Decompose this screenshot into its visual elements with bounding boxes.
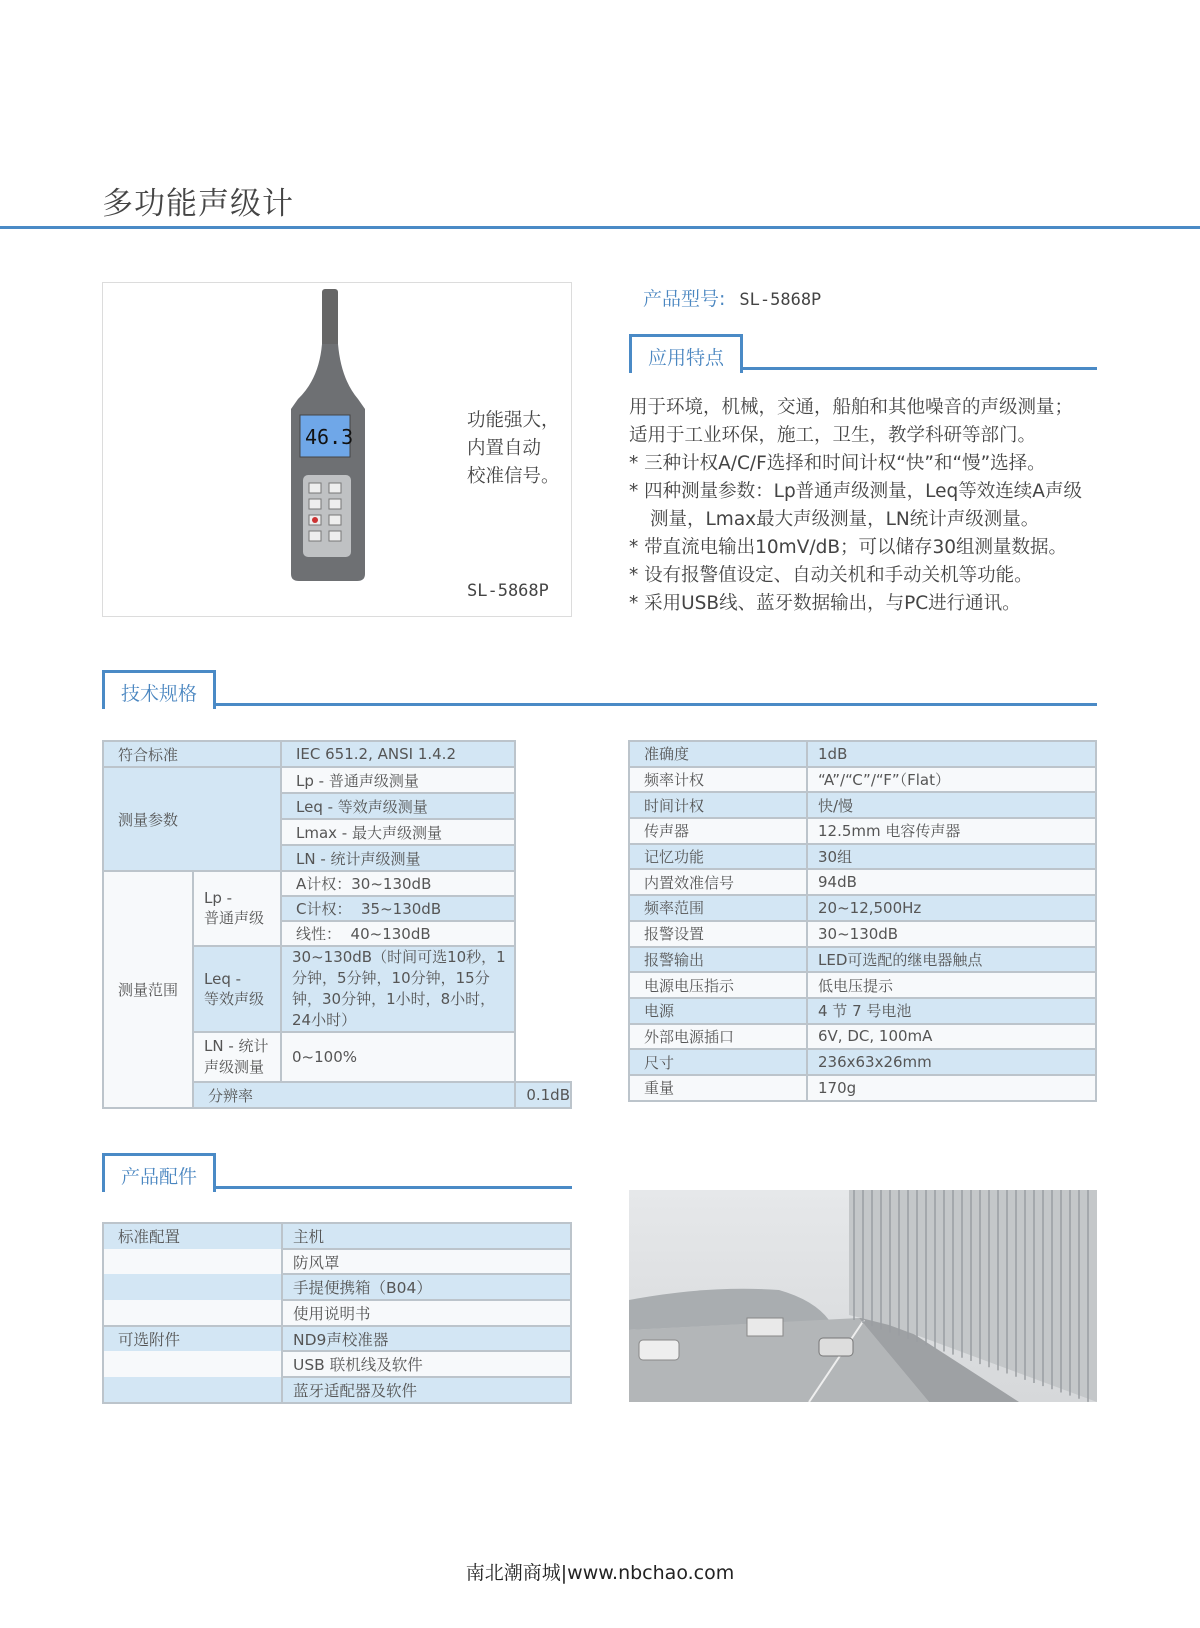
spec-value: IEC 651.2, ANSI 1.4.2 [281,741,515,767]
spec-sublabel: Leq - 等效声级 [193,946,281,1032]
spec-label: 电源电压指示 [629,972,807,998]
model-value: SL-5868P [739,290,822,310]
spec-label: 频率范围 [629,895,807,921]
features-heading: 应用特点 [629,334,743,373]
spec-value: 94dB [807,869,1096,895]
spec-label: 尺寸 [629,1049,807,1075]
spec-label: 测量范围 [103,871,193,1108]
spec-label: 传声器 [629,818,807,844]
feature-intro: 适用于工业环保，施工，卫生，教学科研等部门。 [629,425,1037,446]
model-label: 产品型号: [643,288,726,310]
spec-label: 记忆功能 [629,844,807,870]
spec-label: 重量 [629,1075,807,1101]
product-model [643,284,821,311]
accessory-category [103,1351,282,1377]
caption-line: 内置自动 [467,438,542,459]
spec-value: LN - 统计声级测量 [281,845,515,871]
spec-row [629,844,1096,870]
spec-value: 30~130dB（时间可选10秒，1分钟，5分钟，10分钟，15分钟，30分钟，1小时，8小时，24小时） [281,946,515,1032]
caption-line: 校准信号。 [467,466,560,487]
features-text [629,394,1109,618]
feature-intro: 用于环境，机械，交通，船舶和其他噪音的声级测量； [629,397,1074,418]
spec-label: 报警设置 [629,921,807,947]
image-model-label: SL-5868P [467,581,549,601]
specs-header [102,670,1097,706]
spec-label: 电源 [629,998,807,1024]
accessory-category [103,1249,282,1275]
product-image-box [102,282,572,617]
accessory-category [103,1377,282,1403]
accessory-item: 使用说明书 [282,1300,571,1326]
spec-label: 报警输出 [629,947,807,973]
specs-heading: 技术规格 [102,670,216,709]
spec-row [629,818,1096,844]
accessories-header [102,1153,572,1189]
specs-table-left [102,740,572,1109]
accessory-row [103,1274,571,1300]
spec-label: 符合标准 [103,741,281,767]
spec-row [629,947,1096,973]
spec-row [629,767,1096,793]
caption-line: 功能强大， [467,410,560,431]
feature-item: * 设有报警值设定、自动关机和手动关机等功能。 [629,565,1033,586]
spec-value: Lmax - 最大声级测量 [281,819,515,845]
spec-value: 1dB [807,741,1096,767]
accessory-item: ND9声校准器 [282,1326,571,1352]
spec-value: 30组 [807,844,1096,870]
spec-label: 内置效准信号 [629,869,807,895]
accessory-category [103,1300,282,1326]
specs-table-right [628,740,1097,1102]
accessory-row [103,1223,571,1249]
accessory-row [103,1351,571,1377]
spec-row [629,869,1096,895]
spec-sublabel: LN - 统计 声级测量 [193,1032,281,1082]
feature-item: * 三种计权A/C/F选择和时间计权“快”和“慢”选择。 [629,453,1046,474]
spec-label: 准确度 [629,741,807,767]
spec-sublabel: Lp - 普通声级 [193,871,281,946]
spec-value: 20~12,500Hz [807,895,1096,921]
spec-label: 分辨率 [193,1082,515,1108]
spec-row [629,972,1096,998]
spec-label: 测量参数 [103,767,281,871]
spec-value: 236x63x26mm [807,1049,1096,1075]
accessory-item: 手提便携箱（B04） [282,1274,571,1300]
page-title: 多功能声级计 [102,186,294,222]
spec-row [629,998,1096,1024]
spec-value: C计权： 35~130dB [281,896,515,921]
spec-value: 170g [807,1075,1096,1101]
accessory-category: 标准配置 [103,1223,282,1249]
spec-value: A计权：30~130dB [281,871,515,896]
accessory-row [103,1249,571,1275]
display-reading: 46.3 [305,425,354,449]
spec-row [629,792,1096,818]
spec-value: 12.5mm 电容传声器 [807,818,1096,844]
spec-label: 时间计权 [629,792,807,818]
spec-label: 频率计权 [629,767,807,793]
accessory-item: 蓝牙适配器及软件 [282,1377,571,1403]
spec-value: LED可选配的继电器触点 [807,947,1096,973]
accessory-row [103,1326,571,1352]
footer-site: 南北潮商城|www.nbchao.com [465,1562,735,1584]
spec-row [629,741,1096,767]
features-header [629,334,1097,370]
spec-row [629,1075,1096,1101]
spec-value: Leq - 等效声级测量 [281,793,515,819]
feature-item: * 采用USB线、蓝牙数据输出，与PC进行通讯。 [629,593,1021,614]
spec-value: “A”/“C”/“F”（Flat） [807,767,1096,793]
accessory-row [103,1377,571,1403]
title-divider [0,226,1200,229]
feature-item: * 带直流电输出10mV/dB；可以储存30组测量数据。 [629,537,1068,558]
highway-noise-barrier-photo [629,1190,1097,1402]
spec-value: 线性： 40~130dB [281,921,515,946]
sound-level-meter-image [283,289,383,589]
spec-value: 低电压提示 [807,972,1096,998]
accessory-category: 可选附件 [103,1326,282,1352]
spec-row [629,921,1096,947]
spec-value: 30~130dB [807,921,1096,947]
spec-row [629,895,1096,921]
accessories-heading: 产品配件 [102,1153,216,1192]
accessory-item: 防风罩 [282,1249,571,1275]
spec-value: 快/慢 [807,792,1096,818]
accessory-row [103,1300,571,1326]
spec-row [629,1024,1096,1050]
spec-row [629,1049,1096,1075]
accessory-item: 主机 [282,1223,571,1249]
accessories-table [102,1222,572,1404]
spec-value: 4 节 7 号电池 [807,998,1096,1024]
spec-value: 6V, DC, 100mA [807,1024,1096,1050]
accessory-category [103,1274,282,1300]
accessory-item: USB 联机线及软件 [282,1351,571,1377]
feature-item: * 四种测量参数：Lp普通声级测量，Leq等效连续A声级测量，Lmax最大声级测量，LN统计声级测量。 [629,481,1082,530]
spec-value: 0.1dB [515,1082,571,1108]
spec-value: 0~100% [281,1032,515,1082]
spec-label: 外部电源插口 [629,1024,807,1050]
spec-value: Lp - 普通声级测量 [281,767,515,793]
